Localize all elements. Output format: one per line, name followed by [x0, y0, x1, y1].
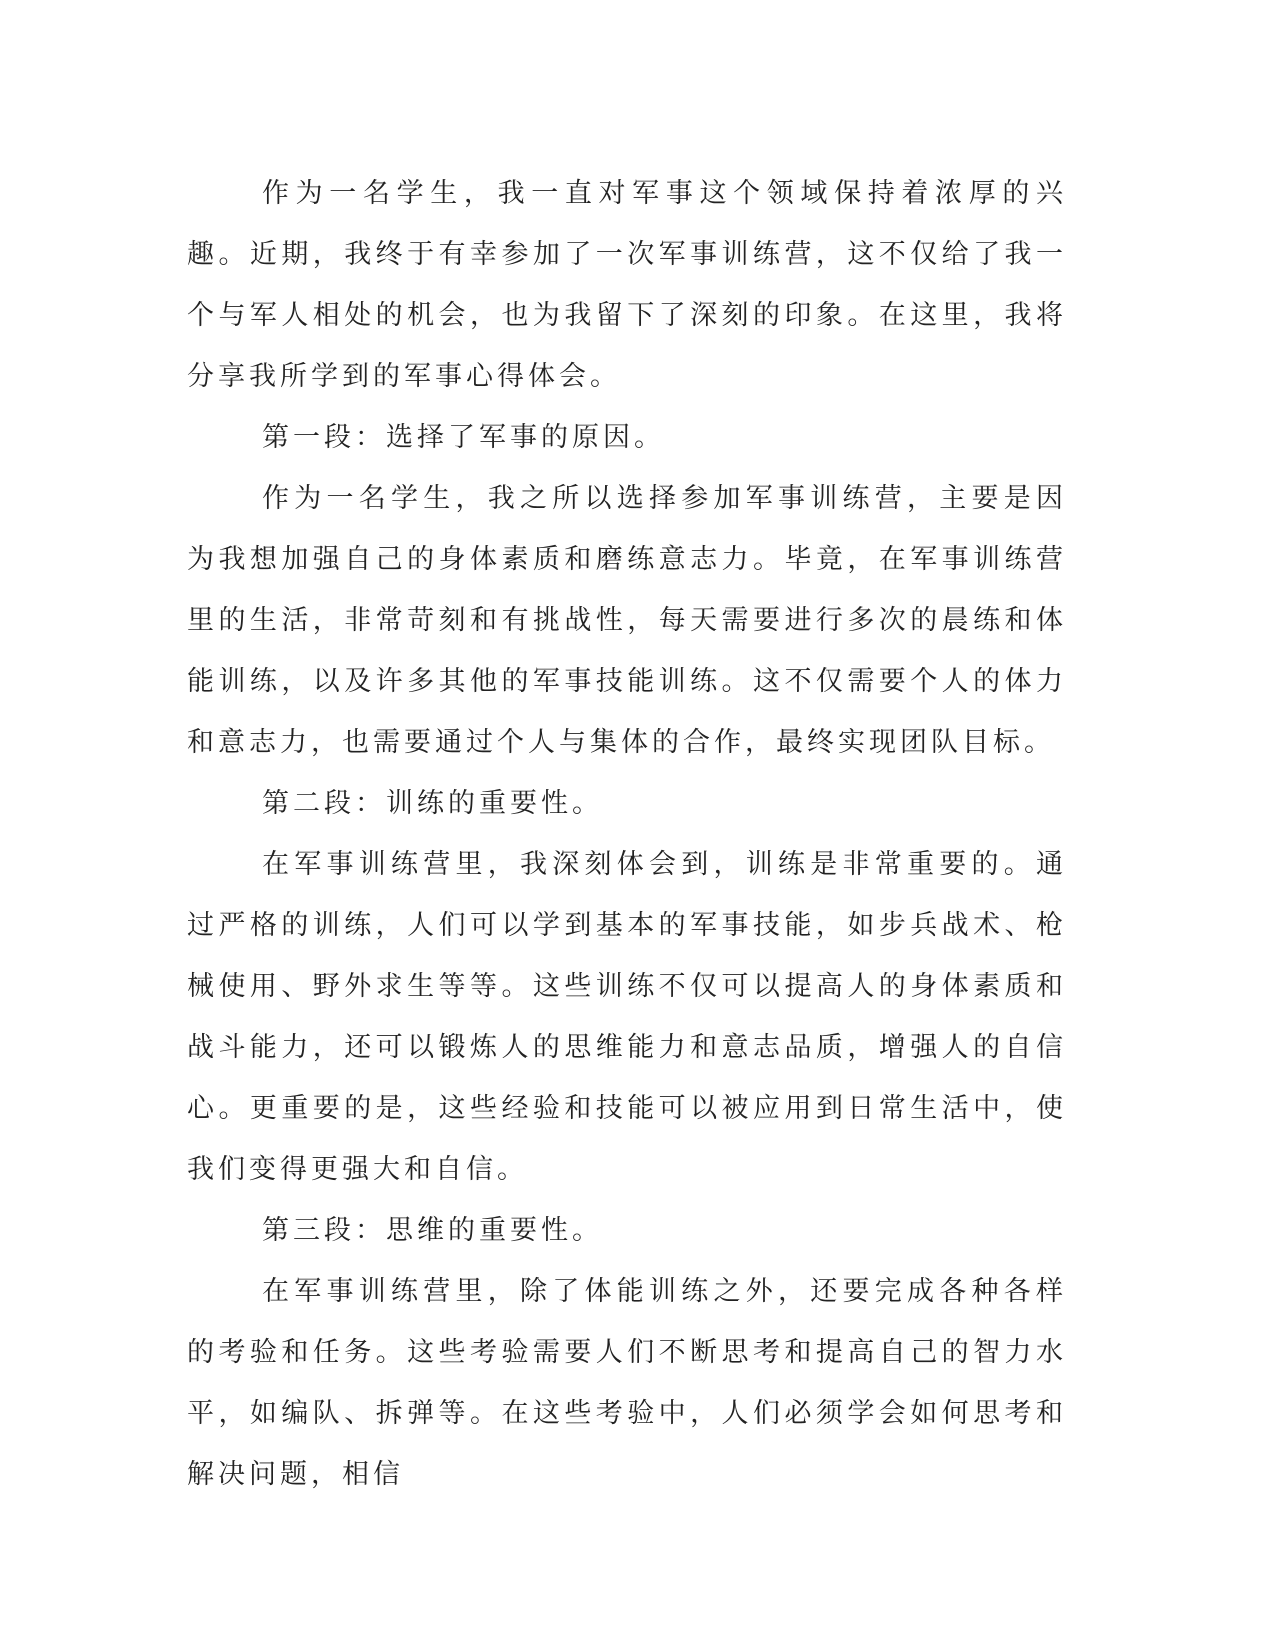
- section-heading-1: 第一段：选择了军事的原因。: [262, 422, 665, 453]
- section-paragraph-3: 在军事训练营里，除了体能训练之外，还要完成各种各样的考验和任务。这些考验需要人们不断思考和提高自己的智力水平，如编队、拆弹等。在这些考验中，人们必须学会如何思考和解决问题，相信: [187, 1276, 1067, 1490]
- section-heading-3: 第三段：思维的重要性。: [262, 1215, 603, 1246]
- intro-paragraph: 作为一名学生，我一直对军事这个领域保持着浓厚的兴趣。近期，我终于有幸参加了一次军事训练营，这不仅给了我一个与军人相处的机会，也为我留下了深刻的印象。在这里，我将分享我所学到的军事心得体会。: [187, 178, 1067, 392]
- section-heading-2: 第二段：训练的重要性。: [262, 788, 603, 819]
- document-body: [187, 163, 1067, 1505]
- section-paragraph-1: 作为一名学生，我之所以选择参加军事训练营，主要是因为我想加强自己的身体素质和磨练意志力。毕竟，在军事训练营里的生活，非常苛刻和有挑战性，每天需要进行多次的晨练和体能训练，以及许多其他的军事技能训练。这不仅需要个人的体力和意志力，也需要通过个人与集体的合作，最终实现团队目标。: [187, 483, 1067, 758]
- section-paragraph-2: 在军事训练营里，我深刻体会到，训练是非常重要的。通过严格的训练，人们可以学到基本的军事技能，如步兵战术、枪械使用、野外求生等等。这些训练不仅可以提高人的身体素质和战斗能力，还可以锻炼人的思维能力和意志品质，增强人的自信心。更重要的是，这些经验和技能可以被应用到日常生活中，使我们变得更强大和自信。: [187, 849, 1067, 1185]
